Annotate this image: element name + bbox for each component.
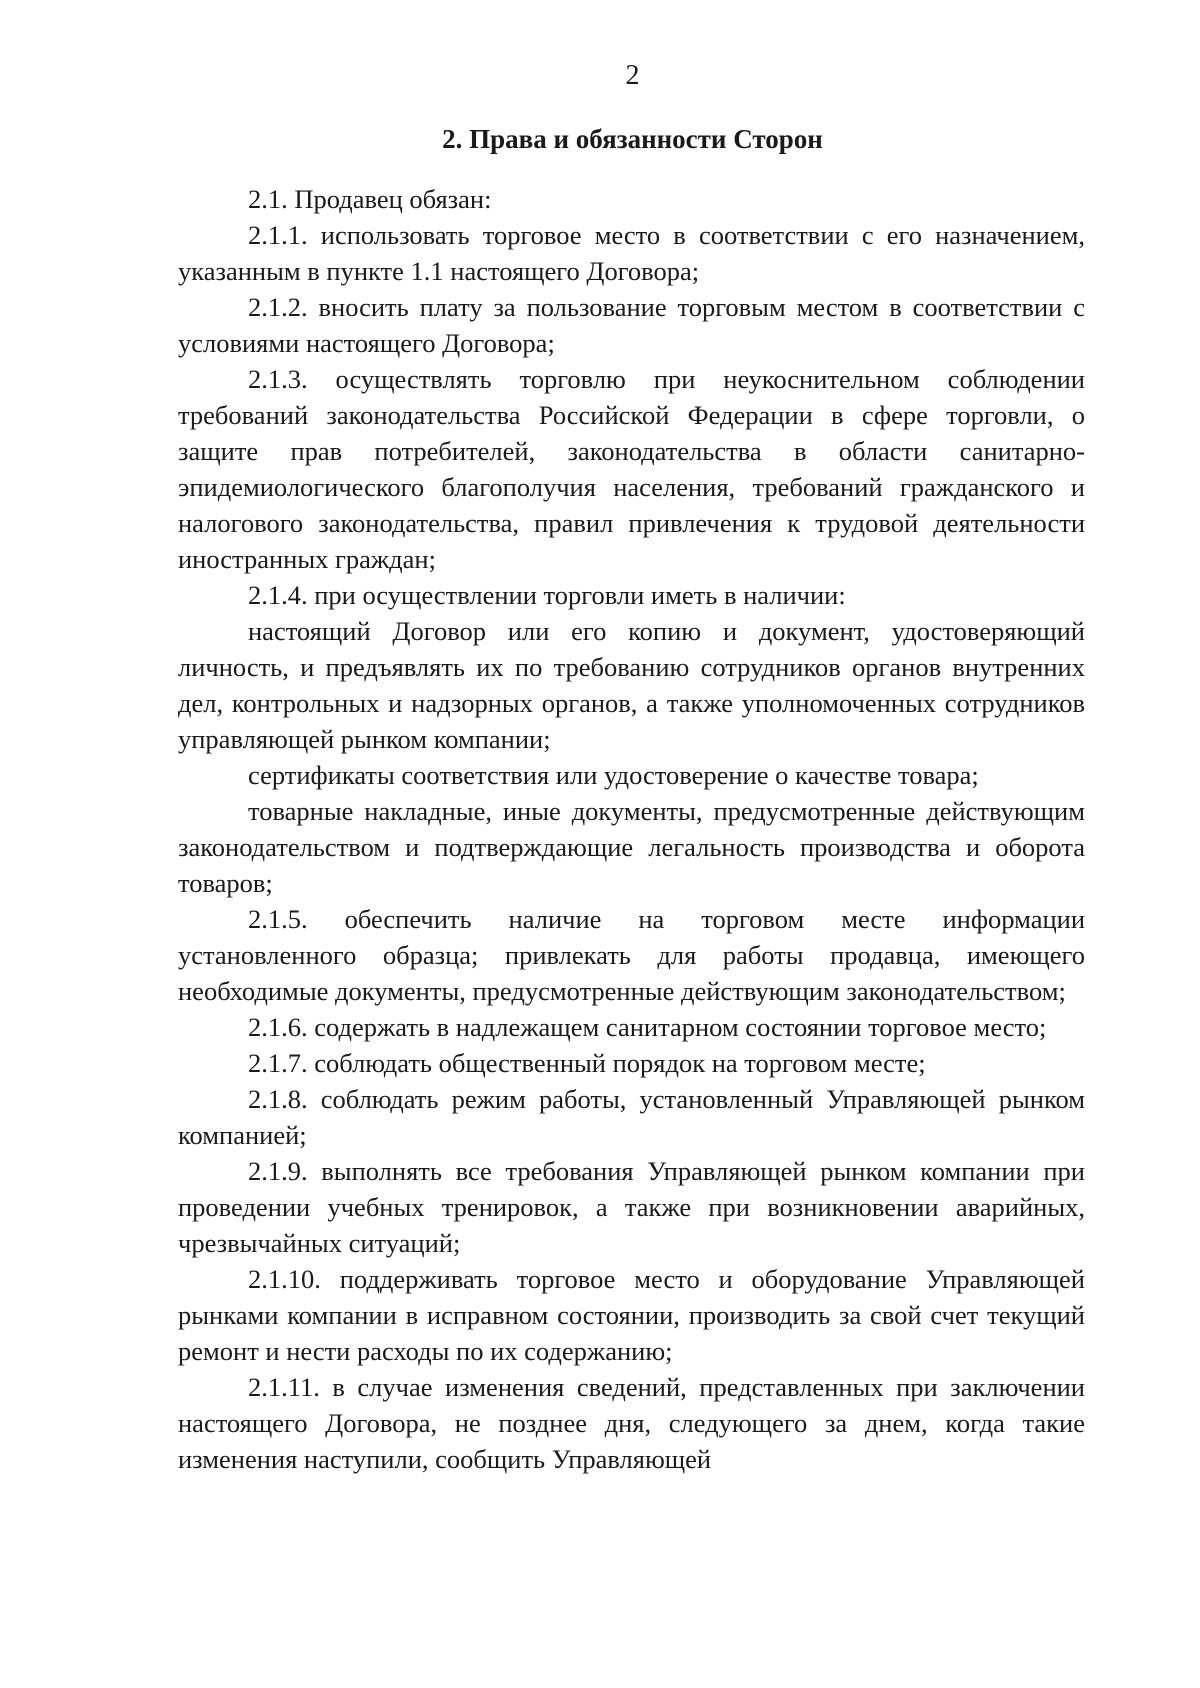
paragraph: 2.1.7. соблюдать общественный порядок на торговом месте; (248, 1048, 926, 1078)
paragraph: 2.1.10. поддерживать торговое место и оборудование Управляющей рынками компании в исправном состоянии, производить за свой счет текущий ремонт и нести расходы по их содержанию; (178, 1264, 1085, 1366)
paragraph: 2.1.3. осуществлять торговлю при неукоснительном соблюдении требований законодательства Российской Федерации в сфере торговли, о защите прав потребителей, законодательства в области санитарно-эпидемиологического благополучия населения, требований гражданского и налогового законодательства, правил привлечения к трудовой деятельности иностранных граждан; (178, 364, 1085, 574)
paragraph: настоящий Договор или его копию и документ, удостоверяющий личность, и предъявлять их по требованию сотрудников органов внутренних дел, контрольных и надзорных органов, а также уполномоченных сотрудников управляющей рынком компании; (178, 616, 1085, 754)
page-number: 2 (625, 60, 640, 91)
paragraph: товарные накладные, иные документы, предусмотренные действующим законодательством и подтверждающие легальность производства и оборота товаров; (178, 796, 1085, 898)
paragraph: 2.1.4. при осуществлении торговли иметь в наличии: (248, 580, 846, 610)
paragraph: 2.1.1. использовать торговое место в соответствии с его назначением, указанным в пункте 1.1 настоящего Договора; (178, 220, 1085, 286)
paragraph: 2.1.2. вносить плату за пользование торговым местом в соответствии с условиями настоящего Договора; (178, 292, 1085, 358)
paragraph: 2.1.9. выполнять все требования Управляющей рынком компании при проведении учебных тренировок, а также при возникновении аварийных, чрезвычайных ситуаций; (178, 1156, 1085, 1258)
paragraph: 2.1.6. содержать в надлежащем санитарном состоянии торговое место; (248, 1012, 1047, 1042)
document-body (178, 181, 1085, 1477)
paragraph: 2.1.8. соблюдать режим работы, установленный Управляющей рынком компанией; (178, 1084, 1085, 1150)
paragraph: 2.1.11. в случае изменения сведений, представленных при заключении настоящего Договора, не позднее дня, следующего за днем, когда такие изменения наступили, сообщить Управляющей (178, 1372, 1085, 1474)
paragraph: 2.1. Продавец обязан: (248, 184, 492, 214)
paragraph: сертификаты соответствия или удостоверение о качестве товара; (248, 760, 979, 790)
paragraph: 2.1.5. обеспечить наличие на торговом месте информации установленного образца; привлекать для работы продавца, имеющего необходимые документы, предусмотренные действующим законодательством; (178, 904, 1085, 1006)
section-title: 2. Права и обязанности Сторон (442, 124, 823, 154)
